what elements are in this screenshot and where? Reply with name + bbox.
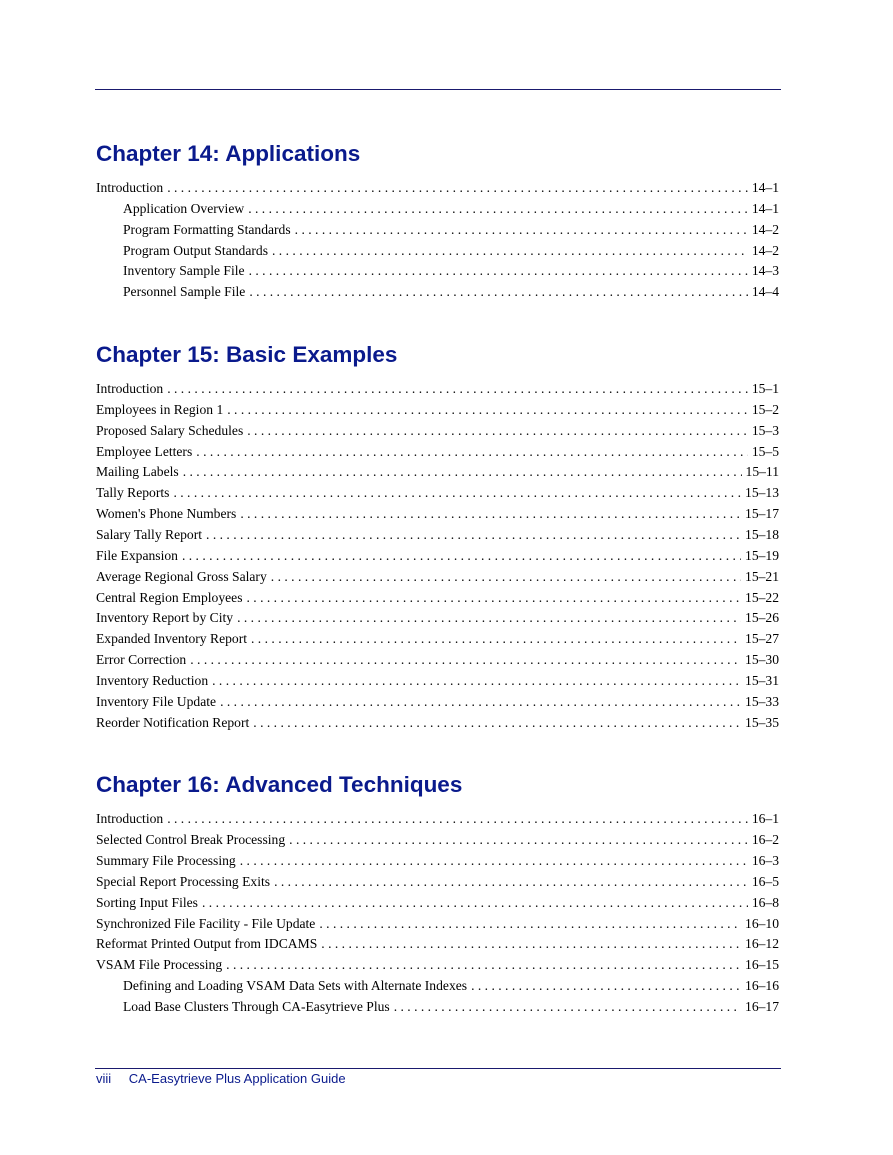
toc-entry-page: 15–30 bbox=[745, 652, 779, 668]
toc-entry-label: Introduction bbox=[96, 381, 164, 397]
toc-entry[interactable] bbox=[96, 692, 779, 713]
toc-entry-page: 15–13 bbox=[745, 485, 779, 501]
toc-entry-label: Inventory Reduction bbox=[96, 672, 209, 688]
toc-entry-label: Load Base Clusters Through CA-Easytrieve Plus bbox=[123, 999, 390, 1014]
page-footer bbox=[96, 1071, 346, 1086]
toc-entry-label: Program Output Standards bbox=[123, 242, 268, 258]
toc-entry-page: 15–11 bbox=[745, 464, 779, 480]
dot-leader bbox=[253, 713, 741, 734]
chapter-title[interactable]: Chapter 15: Basic Examples bbox=[96, 342, 398, 368]
toc-entry-label: Inventory Report by City bbox=[96, 610, 234, 626]
dot-leader bbox=[319, 914, 741, 935]
toc-entry-label: Personnel Sample File bbox=[123, 284, 246, 300]
toc-entry-page: 15–33 bbox=[745, 693, 779, 709]
dot-leader bbox=[226, 955, 741, 976]
toc-entry-label: Summary File Processing bbox=[96, 853, 236, 869]
toc-entry-page: 15–21 bbox=[745, 568, 779, 584]
toc-entry-page: 16–16 bbox=[745, 978, 779, 994]
toc-entry[interactable] bbox=[96, 997, 779, 1018]
toc-entry-label: Reorder Notification Report bbox=[96, 714, 250, 730]
toc-entry[interactable] bbox=[96, 567, 779, 588]
toc-entry-page: 15–5 bbox=[751, 443, 779, 459]
toc-entry-label: Sorting Input Files bbox=[96, 894, 198, 910]
toc-entry[interactable] bbox=[96, 483, 779, 504]
toc-entry[interactable] bbox=[96, 261, 779, 282]
toc-entry[interactable] bbox=[96, 934, 779, 955]
dot-leader bbox=[202, 893, 748, 914]
dot-leader bbox=[173, 483, 741, 504]
toc-entry-label: Application Overview bbox=[123, 200, 245, 216]
toc-entry[interactable] bbox=[96, 220, 779, 241]
toc-entry[interactable] bbox=[96, 671, 779, 692]
toc-entry-page: 16–8 bbox=[751, 894, 779, 910]
toc-entry-page: 15–3 bbox=[751, 422, 779, 438]
toc-entry[interactable] bbox=[96, 851, 779, 872]
toc-entry-page: 15–22 bbox=[745, 589, 779, 605]
toc-entry-page: 14–3 bbox=[751, 263, 779, 279]
dot-leader bbox=[183, 462, 742, 483]
chapter-section bbox=[96, 771, 779, 1017]
toc-entry-page: 16–17 bbox=[745, 999, 779, 1014]
toc-entry-label: Introduction bbox=[96, 180, 164, 195]
toc-entry-label: File Expansion bbox=[96, 547, 178, 563]
dot-leader bbox=[196, 442, 748, 463]
dot-leader bbox=[167, 379, 748, 400]
toc-entry[interactable] bbox=[96, 914, 779, 935]
dot-leader bbox=[471, 976, 741, 997]
toc-entry-label: Inventory File Update bbox=[96, 693, 217, 709]
toc-entry-label: Reformat Printed Output from IDCAMS bbox=[96, 936, 318, 952]
dot-leader bbox=[249, 282, 747, 303]
chapter-title[interactable]: Chapter 14: Applications bbox=[96, 141, 361, 166]
toc-entry-page: 16–1 bbox=[751, 811, 779, 827]
toc-entry[interactable] bbox=[96, 504, 779, 525]
toc-entry-page: 15–35 bbox=[745, 714, 779, 730]
toc-entry-label: Average Regional Gross Salary bbox=[96, 568, 267, 584]
toc-entry[interactable] bbox=[96, 976, 779, 997]
dot-leader bbox=[220, 692, 741, 713]
dot-leader bbox=[289, 830, 748, 851]
toc-entry-page: 14–2 bbox=[751, 242, 779, 258]
toc-entry-page: 14–1 bbox=[751, 180, 779, 195]
toc-entry[interactable] bbox=[96, 199, 779, 220]
toc-entry-label: Error Correction bbox=[96, 652, 187, 668]
chapter-section bbox=[96, 341, 779, 733]
table-of-contents bbox=[96, 140, 779, 1056]
header-rule bbox=[95, 89, 781, 90]
toc-entry-label: Selected Control Break Processing bbox=[96, 832, 286, 848]
toc-entry-page: 16–10 bbox=[745, 915, 779, 931]
dot-leader bbox=[167, 178, 748, 199]
toc-entry-label: Mailing Labels bbox=[96, 464, 179, 480]
toc-entry[interactable] bbox=[96, 588, 779, 609]
toc-entry-label: Defining and Loading VSAM Data Sets with Alternate Indexes bbox=[123, 978, 468, 994]
dot-leader bbox=[321, 934, 741, 955]
toc-entry-page: 14–2 bbox=[751, 221, 779, 237]
dot-leader bbox=[295, 220, 748, 241]
toc-entry[interactable] bbox=[96, 872, 779, 893]
toc-entry-page: 16–2 bbox=[751, 832, 779, 848]
chapter-title[interactable]: Chapter 16: Advanced Techniques bbox=[96, 772, 463, 798]
toc-entry-label: Employees in Region 1 bbox=[96, 401, 224, 417]
toc-entry[interactable] bbox=[96, 713, 779, 734]
toc-entry-page: 15–17 bbox=[745, 506, 779, 522]
toc-entry-label: Employee Letters bbox=[96, 443, 193, 459]
toc-entry[interactable] bbox=[96, 629, 779, 650]
dot-leader bbox=[394, 997, 741, 1018]
dot-leader bbox=[251, 629, 741, 650]
dot-leader bbox=[167, 809, 748, 830]
toc-entry-page: 16–3 bbox=[751, 853, 779, 869]
toc-entry[interactable] bbox=[96, 178, 779, 199]
toc-entry-page: 14–1 bbox=[751, 200, 779, 216]
toc-entry-page: 16–5 bbox=[751, 873, 779, 889]
toc-entry[interactable] bbox=[96, 442, 779, 463]
toc-entry-label: Central Region Employees bbox=[96, 589, 243, 605]
footer-page-number: viii bbox=[96, 1071, 112, 1086]
toc-entry-page: 15–27 bbox=[745, 631, 779, 647]
toc-entry-page: 15–2 bbox=[751, 401, 779, 417]
toc-entry[interactable] bbox=[96, 241, 779, 262]
toc-entry-page: 14–4 bbox=[751, 284, 779, 300]
toc-entry-label: Inventory Sample File bbox=[123, 263, 245, 279]
toc-entry-label: Synchronized File Facility - File Update bbox=[96, 915, 316, 931]
toc-entry[interactable] bbox=[96, 525, 779, 546]
toc-entry-label: Program Formatting Standards bbox=[123, 221, 291, 237]
toc-entry-page: 15–31 bbox=[745, 672, 779, 688]
dot-leader bbox=[271, 567, 741, 588]
dot-leader bbox=[272, 241, 748, 262]
dot-leader bbox=[240, 851, 748, 872]
toc-entry-label: Tally Reports bbox=[96, 485, 170, 501]
dot-leader bbox=[227, 400, 748, 421]
dot-leader bbox=[274, 872, 748, 893]
toc-entry[interactable] bbox=[96, 809, 779, 830]
toc-entry-label: Proposed Salary Schedules bbox=[96, 422, 244, 438]
dot-leader bbox=[190, 650, 741, 671]
dot-leader bbox=[182, 546, 741, 567]
dot-leader bbox=[246, 588, 741, 609]
toc-entry[interactable] bbox=[96, 421, 779, 442]
chapter-section bbox=[96, 140, 779, 303]
toc-entry[interactable] bbox=[96, 546, 779, 567]
dot-leader bbox=[240, 504, 741, 525]
toc-entry-label: Introduction bbox=[96, 811, 164, 827]
toc-entry-page: 16–12 bbox=[745, 936, 779, 952]
dot-leader bbox=[237, 608, 741, 629]
toc-entry-page: 15–18 bbox=[745, 526, 779, 542]
toc-entry[interactable] bbox=[96, 830, 779, 851]
toc-entry[interactable] bbox=[96, 379, 779, 400]
toc-entry-label: Women's Phone Numbers bbox=[96, 506, 237, 522]
toc-entry-label: Expanded Inventory Report bbox=[96, 631, 247, 647]
footer-rule bbox=[95, 1068, 781, 1069]
toc-entry[interactable] bbox=[96, 462, 779, 483]
toc-entry[interactable] bbox=[96, 282, 779, 303]
dot-leader bbox=[249, 261, 748, 282]
toc-entry-label: VSAM File Processing bbox=[96, 957, 223, 973]
toc-entry[interactable] bbox=[96, 955, 779, 976]
toc-entry-page: 15–1 bbox=[751, 381, 779, 397]
dot-leader bbox=[248, 199, 748, 220]
toc-entry[interactable] bbox=[96, 650, 779, 671]
toc-entry-page: 16–15 bbox=[745, 957, 779, 973]
dot-leader bbox=[247, 421, 748, 442]
toc-entry[interactable] bbox=[96, 400, 779, 421]
dot-leader bbox=[206, 525, 741, 546]
toc-entry-label: Salary Tally Report bbox=[96, 526, 203, 542]
toc-entry[interactable] bbox=[96, 893, 779, 914]
toc-entry-label: Special Report Processing Exits bbox=[96, 873, 271, 889]
toc-entry[interactable] bbox=[96, 608, 779, 629]
toc-entry-page: 15–19 bbox=[745, 547, 779, 563]
footer-book-title: CA-Easytrieve Plus Application Guide bbox=[128, 1071, 346, 1086]
toc-entry-page: 15–26 bbox=[745, 610, 779, 626]
dot-leader bbox=[212, 671, 741, 692]
